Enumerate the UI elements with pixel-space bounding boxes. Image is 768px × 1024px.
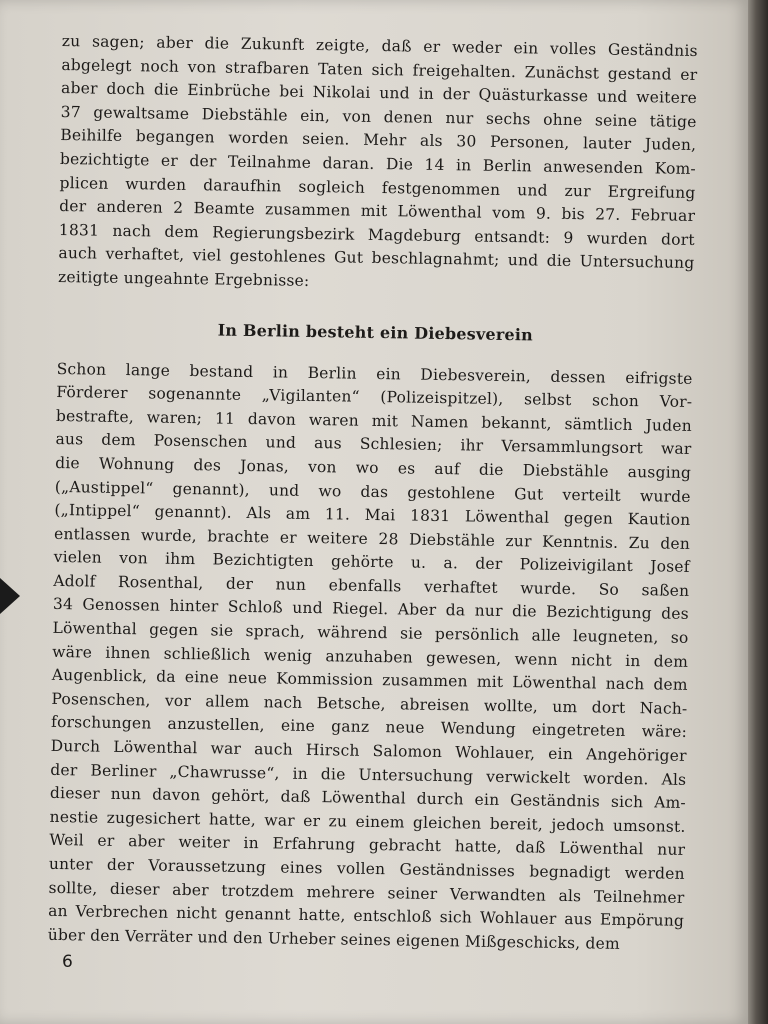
text-line: Weil er aber weiter in Erfahrung gebracht hatte, daß Löwenthal nur — [49, 831, 686, 860]
text-line: dieser nun davon gehört, daß Löwenthal durch ein Geständnis sich Am- — [49, 784, 687, 813]
text-line: Schon lange bestand in Berlin ein Diebesverein, dessen eifrigste — [56, 359, 693, 388]
text-line: aus dem Posenschen und aus Schlesien; ihr Versammlungsort war — [55, 430, 692, 459]
text-line: Durch Löwenthal war auch Hirsch Salomon Wohlauer, ein Angehöriger — [50, 736, 687, 765]
page-marker — [0, 578, 20, 614]
paragraph-2 — [48, 357, 693, 957]
text-line: abgelegt noch von strafbaren Taten sich freigehalten. Zunächst gestand er — [61, 55, 698, 84]
text-line: 34 Genossen hinter Schloß und Riegel. Aber da nur die Bezichtigung des — [52, 595, 690, 624]
text-line: zu sagen; aber die Zukunft zeigte, daß er weder ein volles Geständnis — [61, 31, 698, 60]
text-line: forschungen anzustellen, eine ganz neue Wendung eingetreten wäre: — [50, 713, 688, 742]
text-line: der anderen 2 Beamte zusammen mit Löwenthal vom 9. bis 27. Februar — [59, 197, 696, 226]
text-line: Förderer sogenannte „Vigilanten“ (Polizeispitzel), selbst schon Vor- — [56, 383, 693, 412]
text-line: sollte, dieser aber trotzdem mehrere seiner Verwandten als Teilnehmer — [48, 878, 685, 907]
text-line: unter der Voraussetzung eines vollen Geständnisses begnadigt werden — [48, 854, 685, 883]
text-line: auch verhaftet, viel gestohlenes Gut beschlagnahmt; und die Untersuchung — [58, 244, 695, 273]
text-line: nestie zugesichert hatte, war er zu einem gleichen bereit, jedoch umsonst. — [49, 807, 686, 836]
text-line: die Wohnung des Jonas, von wo es auf die Diebstähle ausging — [55, 453, 692, 482]
text-line: wäre ihnen schließlich wenig anzuhaben gewesen, wenn nicht in dem — [52, 642, 689, 671]
text-line: entlassen wurde, brachte er weitere 28 Diebstähle zur Kenntnis. Zu den — [53, 524, 691, 553]
text-line: bestrafte, waren; 11 davon waren mit Namen bekannt, sämtlich Juden — [55, 406, 693, 435]
paragraph-1 — [58, 30, 698, 299]
text-line: der Berliner „Chawrusse“, in die Untersuchung verwickelt worden. Als — [50, 760, 687, 789]
book-page-edge — [748, 0, 768, 1024]
section-heading: In Berlin besteht ein Diebesverein — [217, 320, 534, 344]
text-line: vielen von ihm Bezichtigten gehörte u. a. der Polizeivigilant Josef — [53, 548, 690, 577]
text-line: zeitigte ungeahnte Ergebnisse: — [57, 267, 310, 290]
text-line: („Intippel“ genannt). Als am 11. Mai 1831 Löwenthal gegen Kaution — [54, 501, 691, 530]
text-line: bezichtigte er der Teilnahme daran. Die 14 in Berlin anwesenden Kom- — [59, 149, 697, 178]
text-line: Beihilfe begangen worden seien. Mehr als 30 Personen, lauter Juden, — [60, 126, 697, 155]
text-line: Posenschen, vor allem nach Betsche, abreisen wollte, um dort Nach- — [51, 689, 688, 718]
text-line: an Verbrechen nicht genannt hatte, entschloß sich Wohlauer aus Empörung — [48, 902, 685, 931]
text-line: plicen wurden daraufhin sogleich festgenommen und zur Ergreifung — [59, 173, 696, 202]
text-line: 1831 nach dem Regierungsbezirk Magdeburg entsandt: 9 wurden dort — [58, 220, 695, 249]
text-line: aber doch die Einbrüche bei Nikolai und in der Quästurkasse und weitere — [60, 79, 698, 108]
page-text — [48, 30, 698, 957]
page-number: 6 — [62, 952, 73, 972]
text-line: 37 gewaltsame Diebstähle ein, von denen nur sechs ohne seine tätige — [60, 102, 697, 131]
text-line: („Austippel“ genannt), und wo das gestohlene Gut verteilt wurde — [54, 477, 691, 506]
text-line: Adolf Rosenthal, der nun ebenfalls verhaftet wurde. So saßen — [53, 571, 690, 600]
text-line: Augenblick, da eine neue Kommission zusammen mit Löwenthal nach dem — [51, 666, 688, 695]
text-line: Löwenthal gegen sie sprach, während sie persönlich alle leugneten, so — [52, 618, 689, 647]
text-line: über den Verräter und den Urheber seines eigenen Mißgeschicks, dem — [47, 925, 621, 953]
